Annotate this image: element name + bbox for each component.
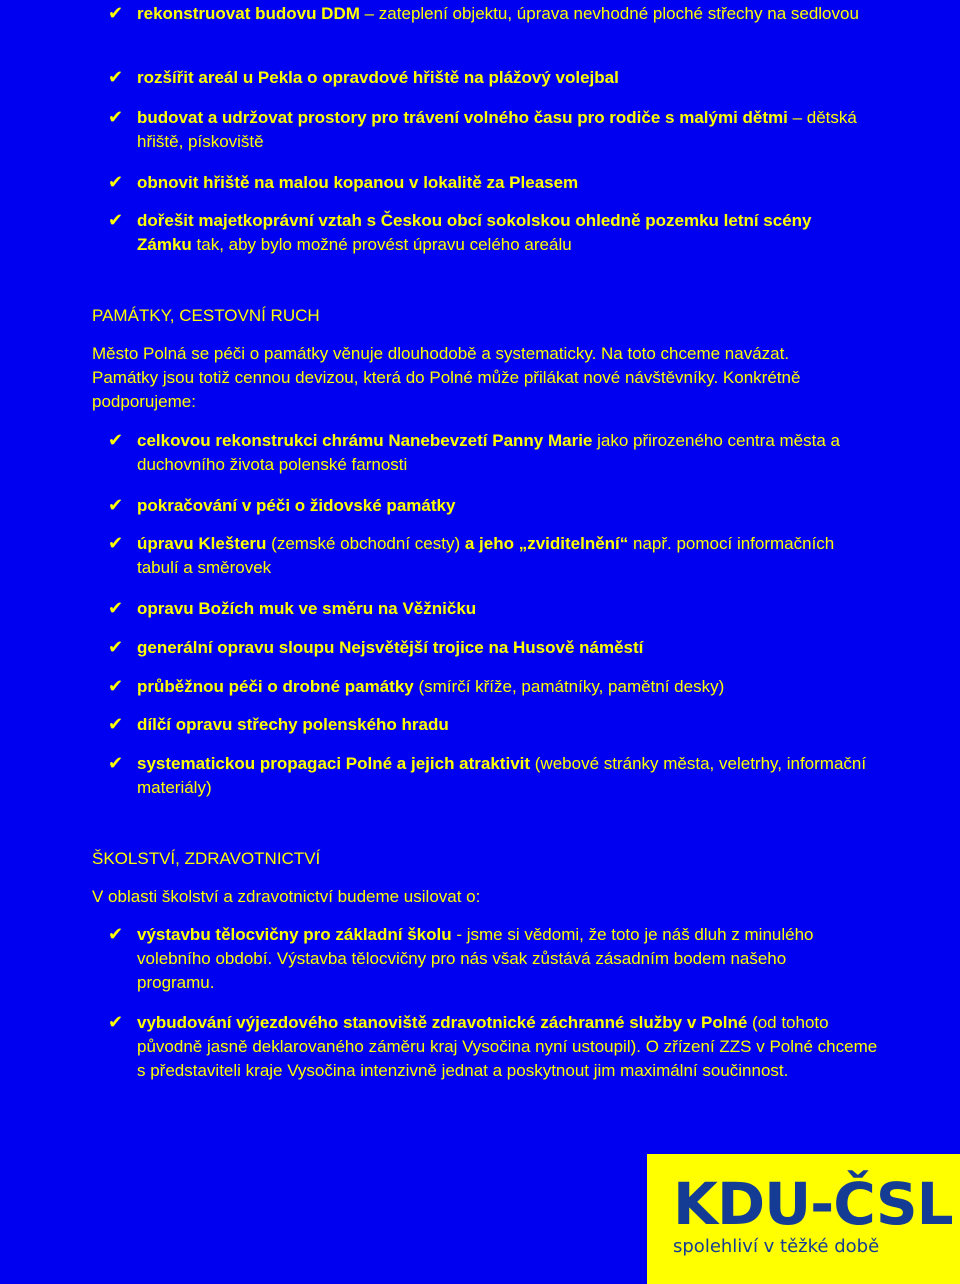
- checkmark-icon: ✔: [108, 753, 124, 774]
- section-heading: ŠKOLSTVÍ, ZDRAVOTNICTVÍ: [92, 849, 321, 868]
- checkmark-icon: ✔: [108, 172, 124, 193]
- checkmark-icon: ✔: [108, 533, 124, 554]
- checkmark-icon: ✔: [108, 924, 124, 945]
- checkmark-icon: ✔: [108, 637, 124, 658]
- checkmark-icon: ✔: [108, 210, 124, 231]
- section-intro: V oblasti školství a zdravotnictví budeme usilovat o:: [92, 887, 481, 906]
- checkmark-icon: ✔: [108, 676, 124, 697]
- section-heading: PAMÁTKY, CESTOVNÍ RUCH: [92, 306, 320, 325]
- checkmark-icon: ✔: [108, 598, 124, 619]
- checkmark-icon: ✔: [108, 714, 124, 735]
- checkmark-icon: ✔: [108, 430, 124, 451]
- party-logo: [647, 1154, 960, 1284]
- checkmark-icon: ✔: [108, 3, 124, 24]
- section-intro: Město Polná se péči o památky věnuje dlouhodobě a systematicky. Na toto chceme navázat. Památky jsou totiž cennou devizou, která do Polné může přilákat nové návštěvníky. Konkrétně podporujeme:: [92, 344, 801, 411]
- checkmark-icon: ✔: [108, 495, 124, 516]
- checkmark-icon: ✔: [108, 1012, 124, 1033]
- logo-tagline: spolehliví v těžké době: [673, 1236, 880, 1257]
- logo-name: KDU-ČSL: [673, 1170, 953, 1238]
- checkmark-icon: ✔: [108, 67, 124, 88]
- checkmark-icon: ✔: [108, 107, 124, 128]
